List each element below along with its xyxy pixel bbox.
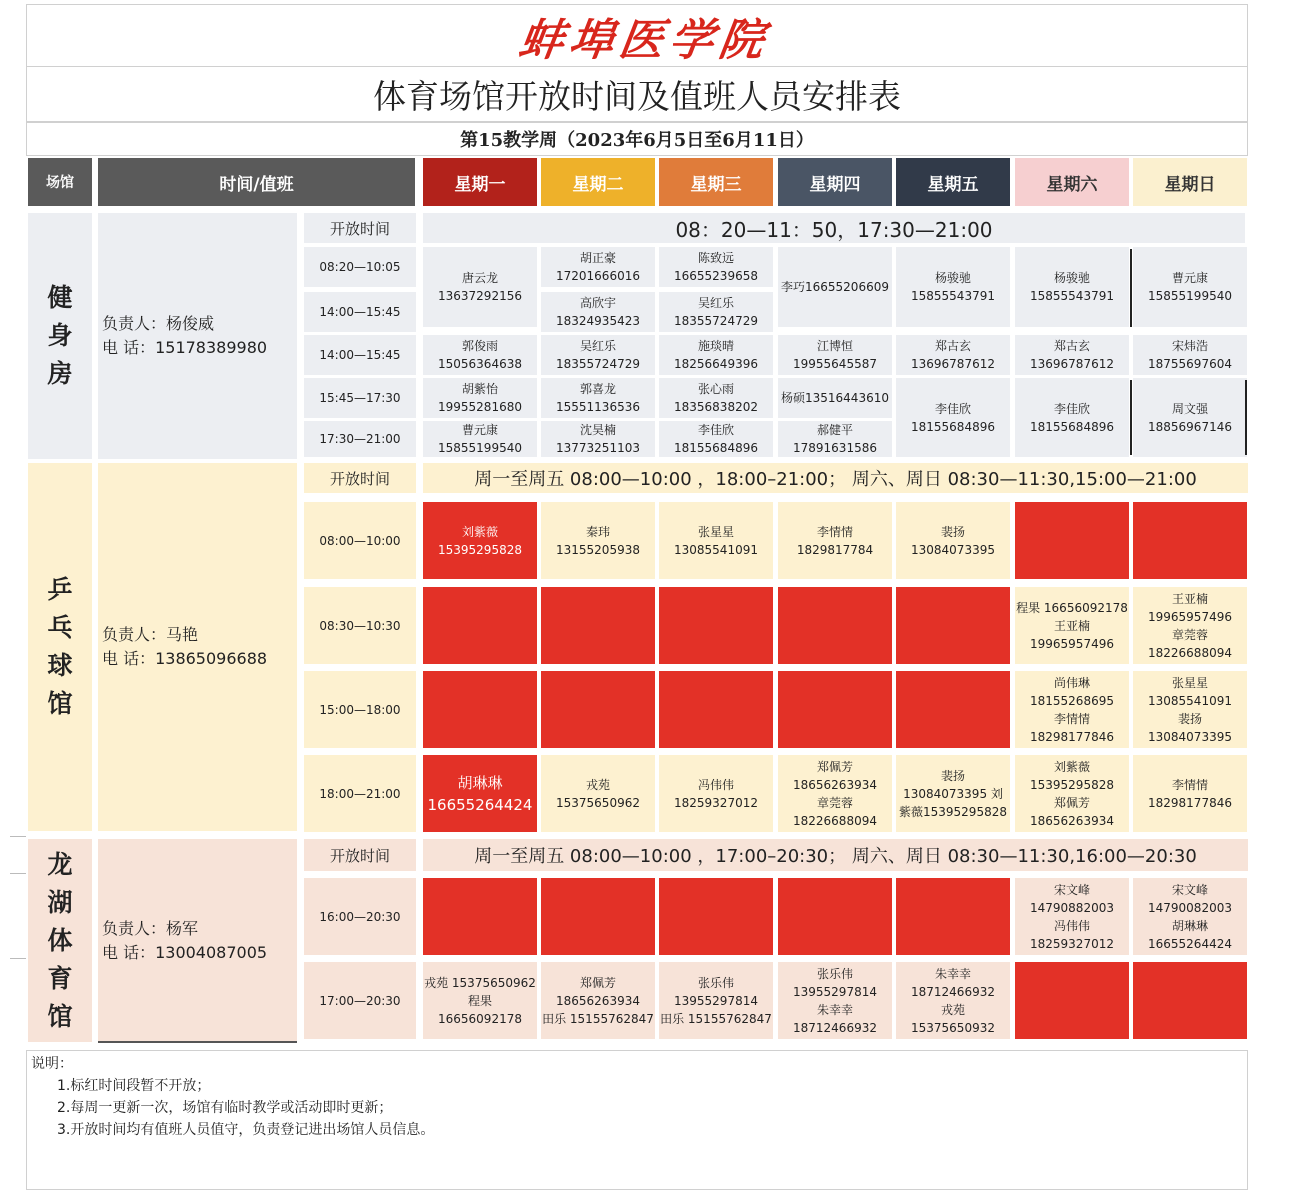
- duty-cell: [423, 671, 537, 748]
- duty-cell: [541, 421, 655, 457]
- cell-line: 16655264424: [1148, 936, 1232, 951]
- cell-line: 王亚楠: [1171, 591, 1208, 606]
- cell-line: 负责人：杨军: [102, 918, 199, 938]
- cell-line: 15:00—18:00: [319, 702, 401, 717]
- venue-char: 乓: [47, 613, 73, 642]
- duty-cell: [423, 502, 537, 579]
- day-header: [778, 158, 892, 206]
- cell-line: 裴扬: [1177, 711, 1202, 726]
- duty-cell: [541, 292, 655, 332]
- cell-line: 17:00—20:30: [319, 993, 401, 1008]
- cell-line: 田乐 15155762847: [542, 1011, 654, 1026]
- duty-cell: [659, 671, 773, 748]
- duty-cell: [1133, 247, 1247, 327]
- venue-char: 球: [47, 651, 73, 680]
- duty-cell: [1015, 502, 1129, 579]
- cell-line: 郝健平17891631586: [793, 423, 877, 455]
- cell-line: 张心雨: [697, 382, 734, 396]
- duty-cell: [659, 378, 773, 418]
- cell-line: 08:30—10:30: [319, 618, 401, 633]
- cell-line: 张星星: [697, 524, 734, 539]
- cell-line: 13696787612: [1030, 357, 1114, 371]
- duty-cell: [541, 335, 655, 375]
- cell-line: 张乐伟13955297814: [674, 975, 758, 1008]
- duty-cell: [423, 962, 537, 1039]
- cell-line: 电 话：13004087005: [102, 942, 268, 962]
- day-header: [659, 158, 773, 206]
- cell-line: 高欣宇: [579, 296, 616, 310]
- cell-line: 08：20—11：50，17:30—21:00: [675, 217, 993, 242]
- cell-line: 胡琳琳: [1171, 918, 1208, 933]
- cell-line: 郑佩芳18656263934: [556, 975, 640, 1008]
- venue-char: 房: [47, 359, 73, 388]
- page-title: [26, 66, 1248, 122]
- gym-open-time: [423, 213, 1245, 243]
- divider: [1130, 380, 1132, 455]
- cell-line: 1829817784: [796, 542, 874, 557]
- cell-line: 戎苑: [585, 777, 610, 792]
- cell-line: 吴红乐: [579, 339, 616, 353]
- duty-cell: [778, 878, 892, 955]
- cell-line: 宋文峰14790882003: [1030, 882, 1114, 915]
- cell-line: 13084073395: [911, 542, 995, 557]
- cell-line: 周文强18856967146: [1148, 401, 1232, 434]
- cell-line: 电 话：15178389980: [102, 338, 268, 357]
- duty-cell: [541, 962, 655, 1039]
- duty-cell: [659, 335, 773, 375]
- time-slot: [304, 247, 416, 287]
- cell-line: 15375650932: [911, 1020, 995, 1035]
- venue-char: 馆: [47, 689, 73, 718]
- duty-cell: [778, 378, 892, 418]
- time-slot: [304, 962, 416, 1039]
- cell-line: 体育场馆开放时间及值班人员安排表: [373, 76, 901, 116]
- cell-line: 星期二: [572, 174, 624, 195]
- cell-line: 郭喜龙15551136536: [556, 382, 640, 414]
- cell-line: 开放时间: [329, 469, 390, 488]
- cell-line: 13155205938: [556, 542, 640, 557]
- divider: [98, 1041, 297, 1043]
- note-item: 1.标红时间段暂不开放；: [57, 1078, 211, 1094]
- cell-line: 电 话：13865096688: [102, 649, 268, 668]
- cell-line: 曹元康15855199540: [1148, 271, 1232, 303]
- cell-line: 18712466932: [793, 1020, 877, 1035]
- open-label: [304, 839, 416, 871]
- duty-cell: [659, 587, 773, 664]
- duty-cell: [1133, 502, 1247, 579]
- cell-line: 14:00—15:45: [319, 305, 401, 319]
- duty-cell: [1133, 755, 1247, 832]
- cell-line: 18298177846: [1148, 795, 1232, 810]
- cell-line: 开放时间: [329, 219, 390, 238]
- cell-line: 戎苑: [940, 1002, 965, 1017]
- duty-cell: [541, 502, 655, 579]
- cell-line: 19955645587: [793, 357, 877, 371]
- time-slot: [304, 378, 416, 418]
- duty-cell: [541, 878, 655, 955]
- duty-cell: [896, 587, 1010, 664]
- cell-line: 胡琳琳: [457, 773, 503, 792]
- cell-line: 16655239658: [674, 269, 758, 283]
- cell-line: 星期三: [690, 174, 742, 195]
- day-header: [541, 158, 655, 206]
- cell-line: 18155684896: [674, 441, 758, 455]
- cell-line: 第15教学周（2023年6月5日至6月11日）: [460, 130, 814, 151]
- cell-line: 星期一: [454, 174, 506, 195]
- time-slot: [304, 671, 416, 748]
- day-header: [1133, 158, 1247, 206]
- venue-char: 育: [47, 963, 73, 993]
- open-label: [304, 213, 416, 243]
- cell-line: 15395295828: [438, 542, 522, 557]
- cell-line: 18155684896: [911, 419, 995, 434]
- duty-cell: [423, 878, 537, 955]
- duty-cell: [896, 962, 1010, 1039]
- duty-cell: [659, 755, 773, 832]
- cell-line: 星期六: [1046, 174, 1098, 195]
- cell-line: 19965957496: [1030, 636, 1114, 651]
- cell-line: 程果 16656092178: [1016, 600, 1128, 615]
- cell-line: 宋文峰14790082003: [1148, 882, 1232, 915]
- cell-line: 19965957496: [1148, 609, 1232, 624]
- cell-line: 胡紫怡: [461, 382, 498, 396]
- duty-cell: [541, 247, 655, 287]
- duty-cell: [423, 247, 537, 327]
- cell-line: 15855543791: [911, 289, 995, 303]
- duty-cell: [541, 755, 655, 832]
- cell-line: 刘紫薇: [461, 524, 498, 539]
- duty-cell: [896, 878, 1010, 955]
- duty-cell: [1133, 878, 1247, 955]
- cell-line: 李情情: [1171, 777, 1208, 792]
- week-subtitle: [26, 122, 1248, 156]
- time-slot: [304, 292, 416, 332]
- cell-line: 李情情18298177846: [1030, 711, 1114, 744]
- venue-name-pingpong: [28, 463, 92, 831]
- venue-char: 身: [47, 321, 73, 350]
- longhu-open-time: [423, 839, 1248, 871]
- cell-line: 李巧16655206609: [781, 280, 889, 294]
- cell-line: 13084073395: [1148, 729, 1232, 744]
- cell-line: 13084073395 刘: [903, 786, 1003, 801]
- cell-line: 16655264424: [427, 795, 533, 814]
- duty-cell: [1015, 587, 1129, 664]
- duty-cell: [778, 421, 892, 457]
- duty-cell: [778, 962, 892, 1039]
- cell-line: 郑古玄: [934, 339, 971, 353]
- venue-char: 体: [47, 925, 73, 955]
- duty-cell: [778, 755, 892, 832]
- duty-cell: [1015, 335, 1129, 375]
- cell-line: 18324935423: [556, 314, 640, 328]
- cell-line: 郭俊雨: [461, 339, 498, 353]
- duty-cell: [778, 335, 892, 375]
- cell-line: 陈致远: [697, 251, 734, 265]
- duty-cell: [1015, 378, 1129, 457]
- cell-line: 李情情: [816, 524, 853, 539]
- cell-line: 章莞蓉18226688094: [1148, 627, 1232, 660]
- manager-info-longhu: [98, 839, 297, 1042]
- venue-name-gym: [28, 213, 92, 459]
- cell-line: 18256649396: [674, 357, 758, 371]
- cell-line: 朱幸幸18712466932: [911, 966, 995, 999]
- cell-line: 17:30—21:00: [319, 432, 401, 446]
- duty-cell: [659, 962, 773, 1039]
- duty-cell: [778, 502, 892, 579]
- cell-line: 16656092178: [438, 1011, 522, 1026]
- cell-line: 冯伟伟: [697, 777, 734, 792]
- cell-line: 刘紫薇15395295828: [1030, 759, 1114, 792]
- cell-line: 裴扬: [940, 768, 965, 783]
- cell-line: 尚伟琳18155268695: [1030, 675, 1114, 708]
- cell-line: 负责人：杨俊威: [102, 314, 215, 333]
- cell-line: 15375650962: [556, 795, 640, 810]
- time-slot: [304, 878, 416, 955]
- duty-cell: [541, 587, 655, 664]
- duty-cell: [1133, 671, 1247, 748]
- duty-cell: [659, 247, 773, 287]
- cell-line: 18755697604: [1148, 357, 1232, 371]
- cell-line: 章莞蓉: [816, 795, 853, 810]
- cell-line: 负责人：马艳: [102, 625, 199, 644]
- duty-cell: [778, 247, 892, 327]
- cell-line: 吴红乐: [697, 296, 734, 310]
- duty-cell: [423, 421, 537, 457]
- cell-line: 18355724729: [556, 357, 640, 371]
- duty-cell: [659, 878, 773, 955]
- cell-line: 星期日: [1164, 174, 1216, 195]
- time-slot: [304, 587, 416, 664]
- school-name: 蚌埠医学院: [515, 15, 773, 66]
- cell-line: 郑佩芳: [1053, 795, 1090, 810]
- cell-line: 郑古玄: [1053, 339, 1090, 353]
- day-header: [423, 158, 537, 206]
- duty-cell: [1015, 671, 1129, 748]
- cell-line: 杨硕13516443610: [781, 391, 889, 405]
- duty-cell: [896, 247, 1010, 327]
- duty-cell: [423, 755, 537, 832]
- duty-cell: [1015, 755, 1129, 832]
- cell-line: 曹元康: [461, 423, 498, 437]
- duty-cell: [778, 587, 892, 664]
- note-item: 3.开放时间均有值班人员值守，负责登记进出场馆人员信息。: [57, 1122, 435, 1138]
- cell-line: 开放时间: [329, 846, 390, 865]
- divider: [10, 836, 26, 837]
- cell-line: 周一至周五 08:00—10:00 ，18:00–21:00； 周六、周日 08:30—11:30,15:00—21:00: [474, 469, 1197, 490]
- duty-cell: [1133, 378, 1247, 457]
- divider: [1130, 249, 1132, 327]
- cell-line: 程果: [467, 993, 492, 1008]
- divider: [1245, 380, 1247, 455]
- venue-char: 龙: [47, 849, 73, 879]
- cell-line: 18656263934: [793, 777, 877, 792]
- duty-cell: [896, 502, 1010, 579]
- cell-line: 张星星13085541091: [1148, 675, 1232, 708]
- cell-line: 18226688094: [793, 813, 877, 828]
- cell-line: 08:00—10:00: [319, 533, 401, 548]
- cell-line: 18259327012: [674, 795, 758, 810]
- venue-header: [28, 158, 92, 206]
- cell-line: 张乐伟13955297814: [793, 966, 877, 999]
- duty-cell: [896, 378, 1010, 457]
- notes-panel: [26, 1050, 1248, 1190]
- cell-line: 场馆: [46, 175, 74, 191]
- time-slot: [304, 502, 416, 579]
- cell-line: 江博恒: [816, 339, 853, 353]
- duty-cell: [423, 587, 537, 664]
- pingpong-open-time: [423, 463, 1248, 493]
- cell-line: 朱幸幸: [816, 1002, 853, 1017]
- time-slot: [304, 421, 416, 457]
- duty-cell: [659, 502, 773, 579]
- cell-line: 杨骏驰: [934, 271, 971, 285]
- duty-cell: [1015, 878, 1129, 955]
- cell-line: 李佳欣: [934, 401, 971, 416]
- cell-line: 14:00—15:45: [319, 348, 401, 362]
- duty-cell: [423, 378, 537, 418]
- cell-line: 18356838202: [674, 400, 758, 414]
- cell-line: 15056364638: [438, 357, 522, 371]
- venue-name-longhu: [28, 839, 92, 1042]
- cell-line: 15:45—17:30: [319, 391, 401, 405]
- cell-line: 13696787612: [911, 357, 995, 371]
- duty-cell: [1015, 962, 1129, 1039]
- cell-line: 秦玮: [585, 524, 610, 539]
- duty-cell: [896, 335, 1010, 375]
- manager-info-pingpong: [98, 463, 297, 831]
- cell-line: 18355724729: [674, 314, 758, 328]
- duty-cell: [1015, 247, 1129, 327]
- cell-line: 19955281680: [438, 400, 522, 414]
- cell-line: 田乐 15155762847: [660, 1011, 772, 1026]
- cell-line: 裴扬: [940, 524, 965, 539]
- cell-line: 宋炜浩: [1171, 339, 1208, 353]
- cell-line: 15855199540: [438, 441, 522, 455]
- duty-cell: [1133, 335, 1247, 375]
- duty-cell: [541, 671, 655, 748]
- cell-line: 胡正豪17201666016: [556, 251, 640, 283]
- duty-cell: [1133, 962, 1247, 1039]
- cell-line: 18:00—21:00: [319, 786, 401, 801]
- duty-cell: [896, 671, 1010, 748]
- cell-line: 沈昊楠13773251103: [556, 423, 640, 455]
- day-header: [1015, 158, 1129, 206]
- cell-line: 王亚楠: [1053, 618, 1090, 633]
- duty-cell: [659, 421, 773, 457]
- cell-line: 星期五: [927, 174, 979, 195]
- cell-line: 郑佩芳: [816, 759, 853, 774]
- duty-cell: [423, 335, 537, 375]
- cell-line: 施琰晴: [697, 339, 734, 353]
- duty-cell: [659, 292, 773, 332]
- duty-cell: [1133, 587, 1247, 664]
- divider: [10, 958, 26, 959]
- cell-line: 18656263934: [1030, 813, 1114, 828]
- cell-line: 唐云龙 13637292156: [438, 271, 522, 303]
- duty-cell: [896, 755, 1010, 832]
- notes-heading: 说明：: [31, 1056, 73, 1072]
- venue-char: 健: [47, 283, 73, 312]
- cell-line: 星期四: [809, 174, 861, 195]
- cell-line: 16:00—20:30: [319, 909, 401, 924]
- cell-line: 08:20—10:05: [319, 260, 401, 274]
- duty-cell: [541, 378, 655, 418]
- divider: [10, 873, 26, 874]
- open-label: [304, 463, 416, 493]
- time-slot: [304, 755, 416, 832]
- note-item: 2.每周一更新一次，场馆有临时教学或活动即时更新；: [57, 1100, 393, 1116]
- cell-line: 冯伟伟: [1053, 918, 1090, 933]
- cell-line: 杨骏驰15855543791: [1030, 271, 1114, 303]
- cell-line: 13085541091: [674, 542, 758, 557]
- time-header: [98, 158, 415, 206]
- time-slot: [304, 335, 416, 375]
- cell-line: 戎苑 15375650962: [424, 975, 536, 990]
- venue-char: 湖: [47, 887, 73, 917]
- cell-line: 紫薇15395295828: [899, 804, 1007, 819]
- cell-line: 李佳欣: [697, 423, 734, 437]
- cell-line: 时间/值班: [219, 174, 294, 195]
- duty-cell: [778, 671, 892, 748]
- cell-line: 周一至周五 08:00—10:00 ，17:00–20:30； 周六、周日 08:30—11:30,16:00—20:30: [474, 846, 1197, 867]
- day-header: [896, 158, 1010, 206]
- venue-char: 乒: [47, 575, 73, 604]
- venue-char: 馆: [47, 1001, 73, 1031]
- cell-line: 18259327012: [1030, 936, 1114, 951]
- manager-info-gym: [98, 213, 297, 459]
- cell-line: 李佳欣18155684896: [1030, 401, 1114, 434]
